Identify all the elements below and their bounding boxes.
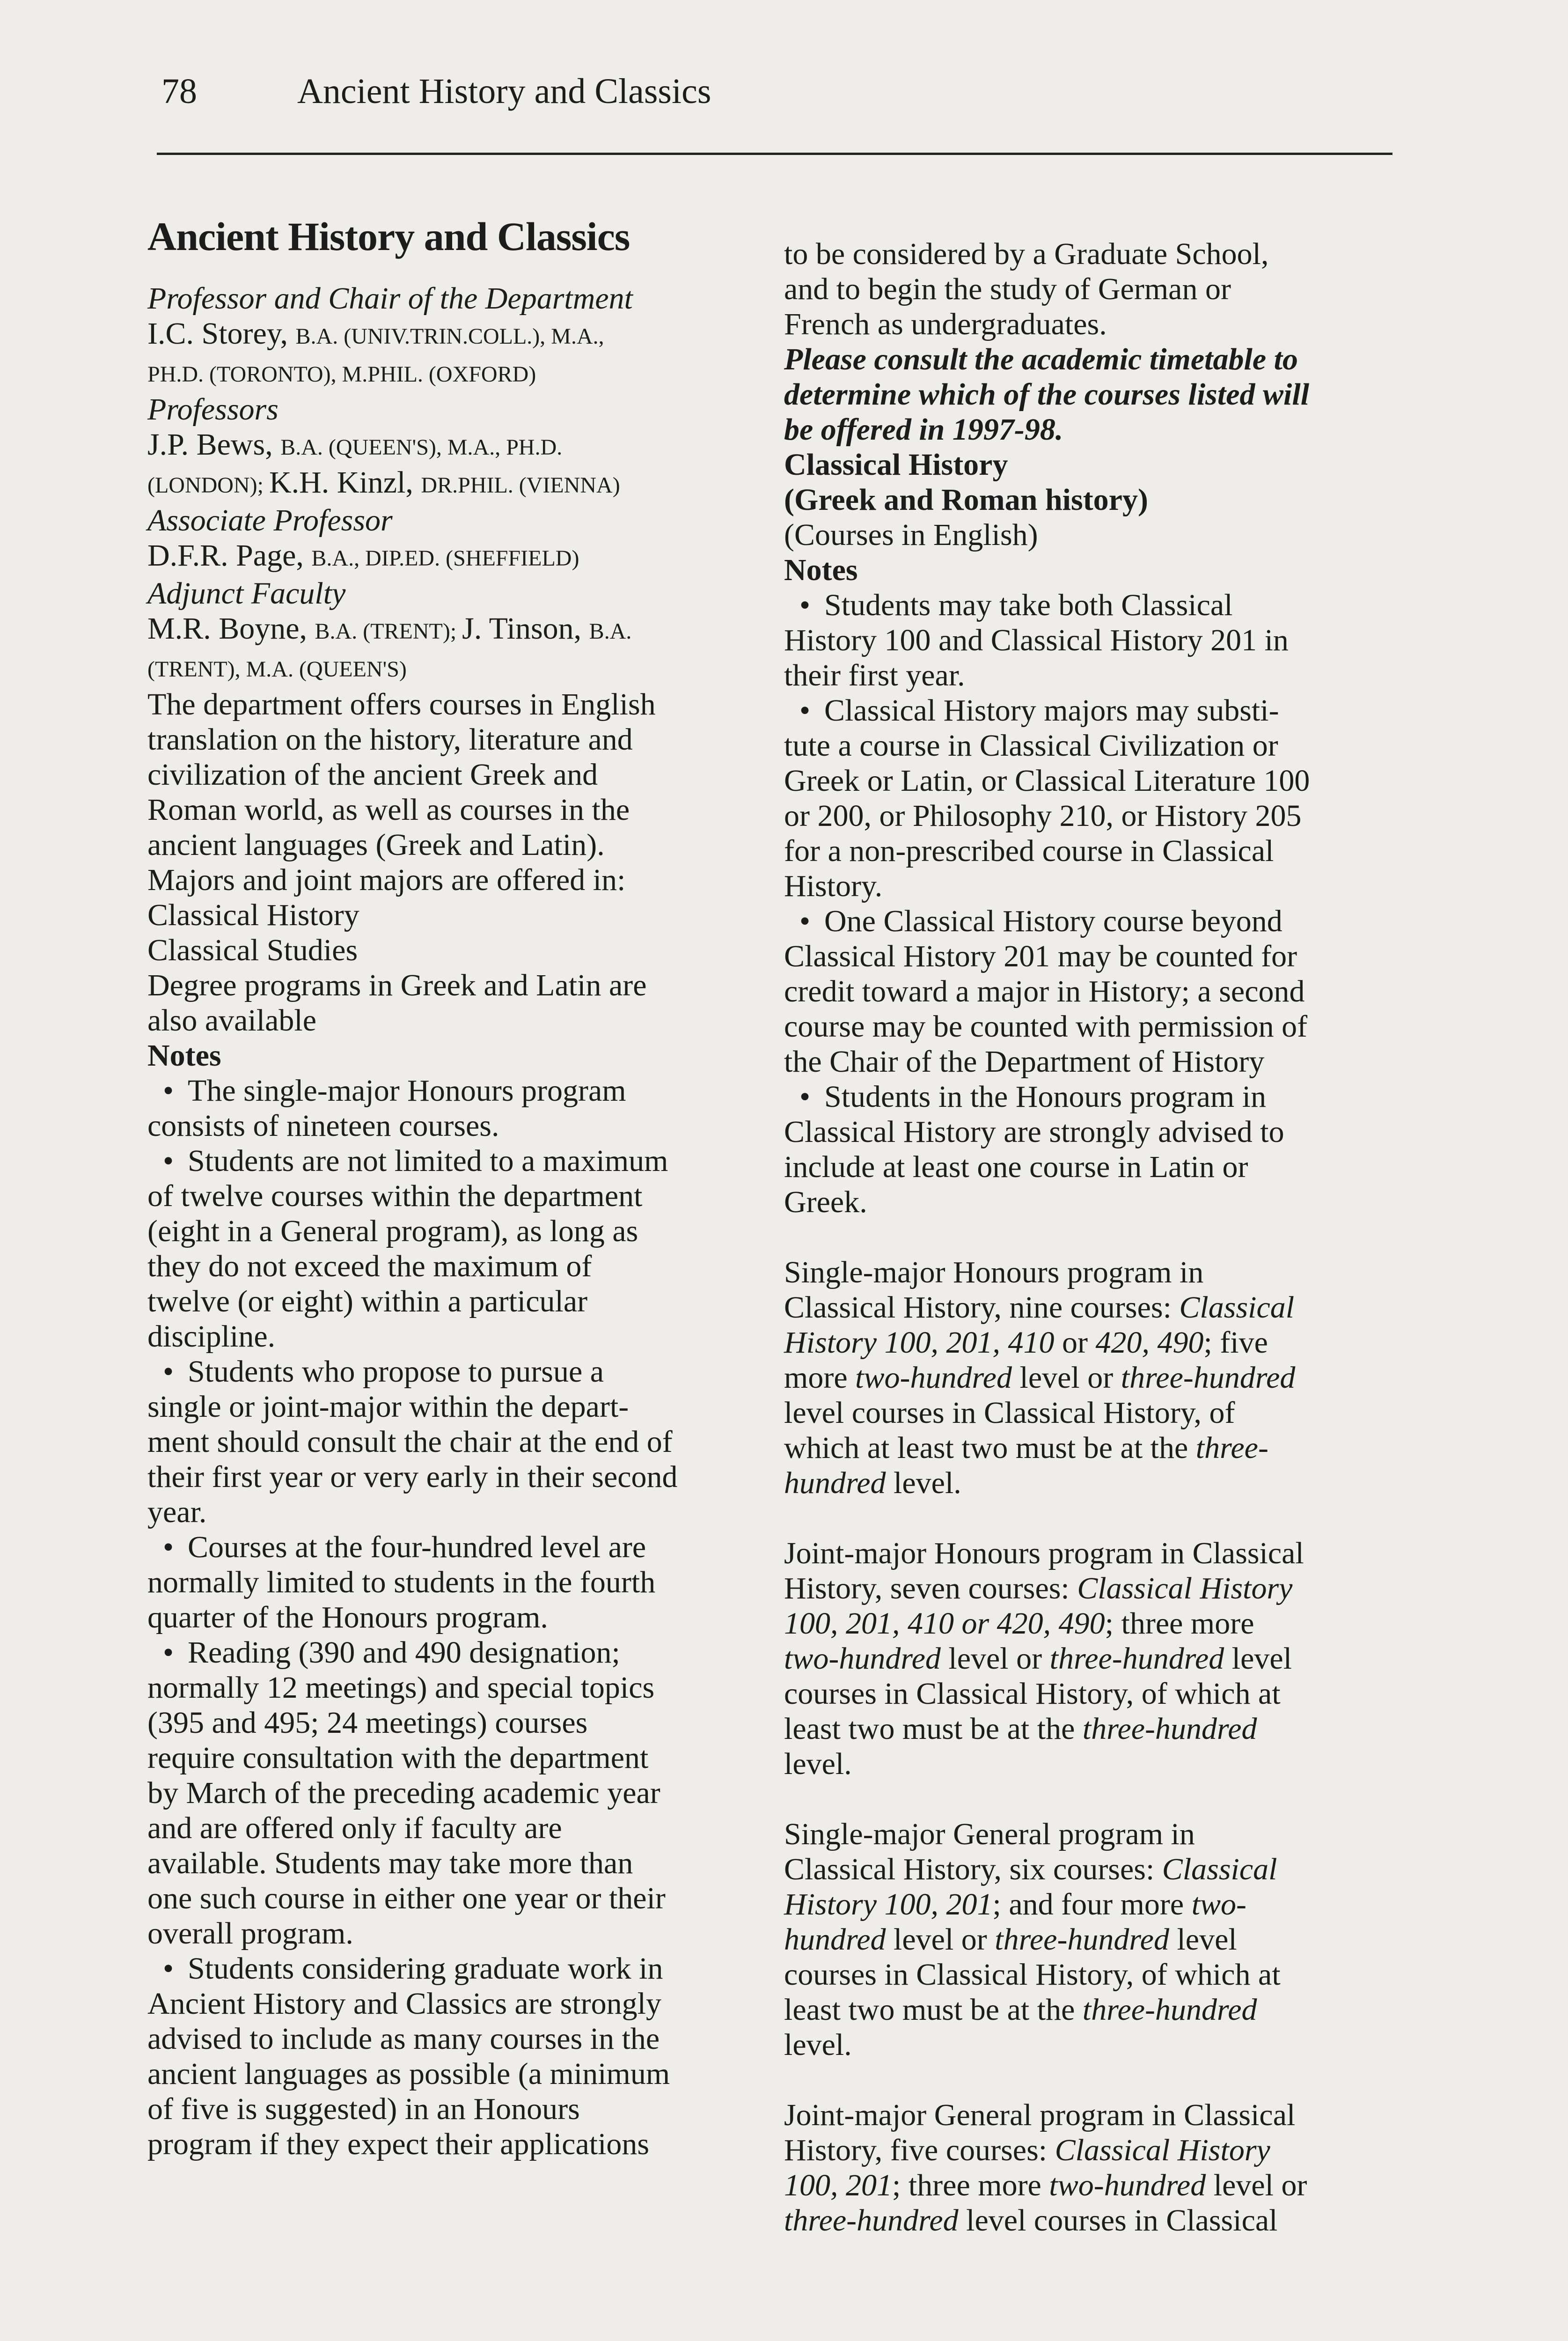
program-text: ; five bbox=[1203, 1325, 1268, 1360]
course-reference: two- bbox=[1191, 1887, 1247, 1921]
note-line: ment should consult the chair at the end of bbox=[147, 1425, 673, 1459]
intro-paragraph bbox=[147, 687, 747, 1038]
program-requirements bbox=[784, 1255, 1392, 2238]
section-title: Ancient History and Classics bbox=[147, 214, 630, 259]
note-line: Ancient History and Classics are strongly bbox=[147, 1987, 661, 2021]
note-line: for a non-prescribed course in Classical bbox=[784, 834, 1274, 868]
right-column bbox=[784, 236, 1392, 2238]
bullet-icon: • bbox=[147, 1074, 174, 1108]
note-line: History. bbox=[784, 869, 883, 903]
note-line: of five is suggested) in an Honours bbox=[147, 2092, 580, 2126]
adjunct-credentials: B.A. bbox=[589, 619, 632, 644]
note-item bbox=[784, 1079, 1392, 1220]
timetable-notice bbox=[784, 342, 1392, 447]
note-line: Classical History are strongly advised to bbox=[784, 1115, 1284, 1149]
program-text: Single-major Honours program in bbox=[784, 1255, 1204, 1289]
text-line: Classical History bbox=[147, 898, 359, 932]
note-line: require consultation with the department bbox=[147, 1741, 649, 1775]
program-text: courses in Classical History, of which at bbox=[784, 1958, 1281, 1992]
adjunct-credentials: B.A. (TRENT); bbox=[315, 619, 462, 644]
note-line: Students who propose to pursue a bbox=[188, 1355, 604, 1389]
associate-name: D.F.R. Page, bbox=[147, 538, 312, 573]
note-line: or 200, or Philosophy 210, or History 205 bbox=[784, 799, 1302, 833]
course-reference: three-hundred bbox=[784, 2203, 959, 2238]
program-joint-major-general bbox=[784, 2098, 1392, 2238]
notes-list bbox=[784, 588, 1392, 1220]
course-reference: three-hundred bbox=[1082, 1712, 1257, 1746]
program-text: Classical History, six courses: bbox=[784, 1852, 1162, 1886]
program-text: level or bbox=[886, 1922, 995, 1957]
program-text: courses in Classical History, of which at bbox=[784, 1677, 1281, 1711]
course-reference: three- bbox=[1195, 1431, 1268, 1465]
program-text: ; three more bbox=[892, 2168, 1049, 2202]
text-line: Roman world, as well as courses in the bbox=[147, 793, 630, 827]
notes-heading: Notes bbox=[147, 1038, 221, 1073]
note-line: year. bbox=[147, 1495, 207, 1529]
note-item bbox=[147, 1143, 747, 1354]
adjunct-credentials-cont: (TRENT), M.A. (QUEEN'S) bbox=[147, 657, 407, 682]
note-item bbox=[147, 1530, 747, 1635]
course-reference: Classical bbox=[1162, 1852, 1277, 1886]
program-text: Joint-major Honours program in Classical bbox=[784, 1536, 1304, 1570]
chair-role: Professor and Chair of the Department bbox=[147, 281, 633, 316]
header-rule bbox=[157, 153, 1392, 155]
course-reference: three-hundred bbox=[995, 1922, 1169, 1957]
note-line: include at least one course in Latin or bbox=[784, 1150, 1248, 1184]
text-line: French as undergraduates. bbox=[784, 307, 1107, 341]
chair-entry bbox=[147, 316, 747, 392]
continued-paragraph bbox=[784, 236, 1392, 342]
note-line: of twelve courses within the department bbox=[147, 1179, 643, 1213]
course-reference: three-hundred bbox=[1082, 1993, 1257, 2027]
subsection-title: Classical History bbox=[784, 448, 1008, 482]
note-line: Greek or Latin, or Classical Literature 100 bbox=[784, 764, 1310, 798]
professor-credentials-cont: (LONDON); bbox=[147, 473, 269, 498]
note-line: course may be counted with permission of bbox=[784, 1009, 1308, 1044]
program-text: level courses in Classical bbox=[958, 2203, 1278, 2238]
note-line: normally limited to students in the fourth bbox=[147, 1565, 656, 1599]
adjunct-name: J. Tinson, bbox=[462, 611, 589, 646]
note-line: ancient languages as possible (a minimum bbox=[147, 2057, 670, 2091]
note-line: single or joint-major within the depart- bbox=[147, 1390, 629, 1424]
text-line: be offered in 1997-98. bbox=[784, 412, 1063, 447]
program-text: level courses in Classical History, of bbox=[784, 1396, 1235, 1430]
bullet-icon: • bbox=[147, 1355, 174, 1389]
note-line: twelve (or eight) within a particular bbox=[147, 1284, 588, 1318]
note-line: Courses at the four-hundred level are bbox=[188, 1530, 646, 1564]
notes-list bbox=[147, 1073, 747, 2162]
note-line: they do not exceed the maximum of bbox=[147, 1249, 592, 1283]
text-line: translation on the history, literature and bbox=[147, 722, 633, 757]
program-single-major-general bbox=[784, 1817, 1392, 2062]
note-line: History 100 and Classical History 201 in bbox=[784, 623, 1289, 657]
left-column bbox=[147, 213, 747, 2162]
note-line: the Chair of the Department of History bbox=[784, 1045, 1265, 1079]
note-line: One Classical History course beyond bbox=[824, 904, 1282, 938]
program-text: or bbox=[1054, 1325, 1096, 1360]
program-single-major-honours bbox=[784, 1255, 1392, 1501]
note-line: Reading (390 and 490 designation; bbox=[188, 1635, 620, 1670]
note-line: their first year. bbox=[784, 658, 965, 692]
note-line: (eight in a General program), as long as bbox=[147, 1214, 638, 1248]
bullet-icon: • bbox=[147, 1635, 174, 1670]
program-text: ; and four more bbox=[992, 1887, 1192, 1921]
text-line: Classical Studies bbox=[147, 933, 358, 967]
note-line: Greek. bbox=[784, 1185, 867, 1219]
professors-entry bbox=[147, 427, 747, 503]
note-line: The single-major Honours program bbox=[188, 1074, 626, 1108]
text-line: and to begin the study of German or bbox=[784, 272, 1231, 306]
note-line: Students may take both Classical bbox=[824, 588, 1233, 622]
note-line: discipline. bbox=[147, 1319, 276, 1354]
program-text: History, seven courses: bbox=[784, 1571, 1077, 1605]
note-item bbox=[784, 588, 1392, 693]
course-reference: 100, 201, 410 or 420, 490 bbox=[784, 1606, 1105, 1641]
program-text: least two must be at the bbox=[784, 1993, 1083, 2027]
course-reference: History 100, 201 bbox=[784, 1887, 993, 1921]
program-text: Single-major General program in bbox=[784, 1817, 1195, 1851]
bullet-icon: • bbox=[147, 1530, 174, 1564]
course-reference: 100, 201 bbox=[784, 2168, 892, 2202]
bullet-icon: • bbox=[784, 693, 811, 728]
note-line: consists of nineteen courses. bbox=[147, 1109, 499, 1143]
note-item bbox=[784, 904, 1392, 1079]
text-line: determine which of the courses listed will bbox=[784, 377, 1310, 412]
course-reference: three-hundred bbox=[1049, 1642, 1224, 1676]
note-line: credit toward a major in History; a second bbox=[784, 974, 1305, 1009]
note-line: Classical History majors may substi- bbox=[824, 693, 1279, 728]
note-item bbox=[147, 1951, 747, 2162]
subsection-subtitle: (Greek and Roman history) bbox=[784, 483, 1148, 517]
note-line: Students are not limited to a maximum bbox=[188, 1144, 668, 1178]
program-text: level bbox=[1169, 1922, 1237, 1957]
program-text: level bbox=[1224, 1642, 1292, 1676]
chair-name: I.C. Storey, bbox=[147, 317, 296, 351]
course-reference: Classical bbox=[1179, 1290, 1295, 1325]
course-reference: two-hundred bbox=[855, 1361, 1012, 1395]
note-line: and are offered only if faculty are bbox=[147, 1811, 562, 1845]
bullet-icon: • bbox=[147, 1144, 174, 1178]
program-text: level or bbox=[1011, 1361, 1121, 1395]
note-line: by March of the preceding academic year bbox=[147, 1776, 660, 1810]
associate-entry bbox=[147, 538, 747, 576]
associate-role: Associate Professor bbox=[147, 503, 393, 537]
text-line: Majors and joint majors are offered in: bbox=[147, 863, 626, 897]
bullet-icon: • bbox=[784, 904, 811, 938]
associate-credentials: B.A., DIP.ED. (SHEFFIELD) bbox=[311, 546, 579, 571]
program-text: which at least two must be at the bbox=[784, 1431, 1196, 1465]
course-reference: Classical History bbox=[1077, 1571, 1293, 1605]
professor-credentials: DR.PHIL. (VIENNA) bbox=[421, 473, 620, 498]
text-line: The department offers courses in English bbox=[147, 687, 656, 721]
course-reference: History 100, 201, 410 bbox=[784, 1325, 1055, 1360]
note-item bbox=[147, 1354, 747, 1530]
course-reference: hundred bbox=[784, 1922, 886, 1957]
adjunct-role: Adjunct Faculty bbox=[147, 576, 346, 611]
running-title: Ancient History and Classics bbox=[297, 72, 711, 111]
note-item bbox=[784, 693, 1392, 904]
course-reference: 420, 490 bbox=[1095, 1325, 1204, 1360]
notes-heading: Notes bbox=[784, 553, 858, 587]
text-line: Please consult the academic timetable to bbox=[784, 342, 1298, 376]
professor-name: K.H. Kinzl, bbox=[269, 465, 421, 500]
running-head bbox=[161, 70, 711, 113]
program-text: level or bbox=[1206, 2168, 1307, 2202]
subsection-note: (Courses in English) bbox=[784, 518, 1038, 552]
course-reference: hundred bbox=[784, 1466, 886, 1500]
text-line: also available bbox=[147, 1003, 317, 1038]
note-item bbox=[147, 1073, 747, 1143]
note-line: advised to include as many courses in the bbox=[147, 2022, 660, 2056]
professor-credentials: B.A. (QUEEN'S), M.A., PH.D. bbox=[280, 435, 563, 460]
note-line: Students considering graduate work in bbox=[188, 1951, 663, 1986]
course-reference: three-hundred bbox=[1121, 1361, 1296, 1395]
note-line: tute a course in Classical Civilization or bbox=[784, 729, 1278, 763]
note-line: Students in the Honours program in bbox=[824, 1080, 1267, 1114]
text-line: Degree programs in Greek and Latin are bbox=[147, 968, 647, 1002]
chair-credentials-cont: PH.D. (TORONTO), M.PHIL. (OXFORD) bbox=[147, 362, 536, 387]
bullet-icon: • bbox=[784, 1080, 811, 1114]
adjunct-name: M.R. Boyne, bbox=[147, 611, 315, 646]
note-line: normally 12 meetings) and special topics bbox=[147, 1671, 655, 1705]
program-text: level. bbox=[784, 1747, 852, 1781]
program-joint-major-honours bbox=[784, 1536, 1392, 1782]
chair-credentials: B.A. (UNIV.TRIN.COLL.), M.A., bbox=[295, 324, 604, 349]
page-number: 78 bbox=[161, 72, 197, 111]
course-reference: two-hundred bbox=[1049, 2168, 1206, 2202]
program-text: History, five courses: bbox=[784, 2133, 1055, 2167]
note-line: overall program. bbox=[147, 1916, 353, 1951]
professor-name: J.P. Bews, bbox=[147, 427, 281, 462]
professors-role: Professors bbox=[147, 392, 278, 427]
text-line: ancient languages (Greek and Latin). bbox=[147, 828, 605, 862]
program-text: least two must be at the bbox=[784, 1712, 1083, 1746]
note-item bbox=[147, 1635, 747, 1951]
text-line: civilization of the ancient Greek and bbox=[147, 758, 598, 792]
program-text: level. bbox=[784, 2028, 852, 2062]
note-line: program if they expect their applications bbox=[147, 2127, 650, 2161]
note-line: their first year or very early in their second bbox=[147, 1460, 678, 1494]
program-text: level or bbox=[940, 1642, 1050, 1676]
course-reference: two-hundred bbox=[784, 1642, 941, 1676]
program-text: Joint-major General program in Classical bbox=[784, 2098, 1296, 2132]
note-line: Classical History 201 may be counted for bbox=[784, 939, 1297, 973]
note-line: one such course in either one year or their bbox=[147, 1881, 666, 1915]
adjunct-entry bbox=[147, 611, 747, 687]
bullet-icon: • bbox=[147, 1951, 174, 1986]
program-text: Classical History, nine courses: bbox=[784, 1290, 1180, 1325]
program-text: more bbox=[784, 1361, 856, 1395]
course-reference: Classical History bbox=[1055, 2133, 1270, 2167]
bullet-icon: • bbox=[784, 588, 811, 622]
program-text: level. bbox=[886, 1466, 961, 1500]
note-line: quarter of the Honours program. bbox=[147, 1600, 548, 1634]
note-line: (395 and 495; 24 meetings) courses bbox=[147, 1706, 588, 1740]
text-line: to be considered by a Graduate School, bbox=[784, 237, 1269, 271]
note-line: available. Students may take more than bbox=[147, 1846, 633, 1880]
program-text: ; three more bbox=[1105, 1606, 1254, 1641]
